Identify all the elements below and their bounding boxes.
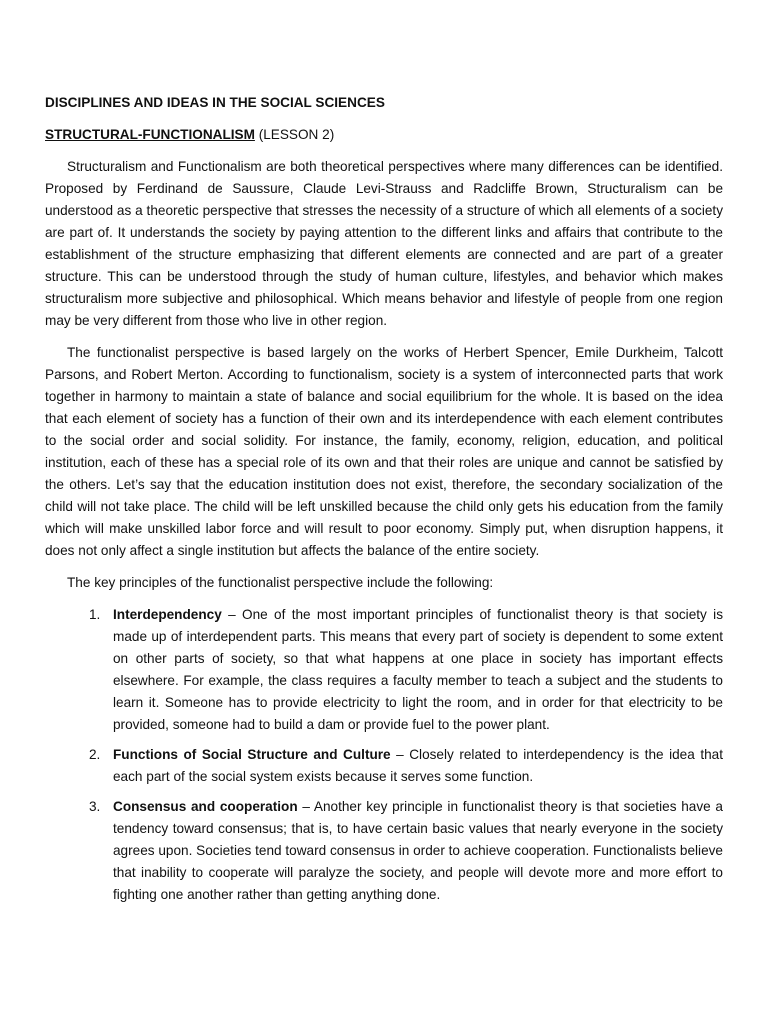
list-item-term: Functions of Social Structure and Culture	[113, 747, 391, 762]
list-item-number: 3.	[89, 799, 101, 814]
section-heading	[45, 124, 723, 146]
paragraph-structuralism: Structuralism and Functionalism are both theoretical perspectives where many differences can be identified. Proposed by Ferdinand de Saussure, Claude Levi-Strauss and Radcliffe Brown, Structuralism can be understood as a theoretic perspective that stresses the necessity of a structure of which all elements of a society are part of. It understands the society by paying attention to the different links and affairs that contribute to the establishment of the structure emphasizing that different elements are connected and are part of a greater structure. This can be understood through the study of human culture, lifestyles, and behavior which makes structuralism more subjective and philosophical. Which means behavior and lifestyle of people from one region may be very different from those who live in other region.	[45, 159, 723, 328]
list-item-text: – One of the most important principles of functionalist theory is that society is made up of interdependent parts. This means that every part of society is dependent to some extent on other parts of society, so that what happens at one place in society has important effects elsewhere. For example, the class requires a faculty member to teach a subject and the students to learn it. Someone has to provide electricity to light the room, and in order for that electricity to be provided, someone had to build a dam or provide fuel to the power plant.	[113, 607, 723, 732]
section-heading-lesson: (LESSON 2)	[254, 127, 335, 142]
principles-intro: The key principles of the functionalist perspective include the following:	[67, 575, 494, 590]
list-item-number: 2.	[89, 747, 101, 762]
list-item-term: Interdependency	[113, 607, 222, 622]
document-title: DISCIPLINES AND IDEAS IN THE SOCIAL SCIENCES	[45, 95, 385, 110]
list-item	[45, 744, 723, 788]
list-item-text: – Another key principle in functionalist theory is that societies have a tendency toward consensus; that is, to have certain basic values that nearly everyone in the society agrees upon. Societies tend toward consensus in order to achieve cooperation. Functionalists believe that inability to cooperate will paralyze the society, and people will devote more and more effort to fighting one another rather than getting anything done.	[113, 799, 723, 902]
principles-list	[45, 604, 723, 906]
list-item-text: – Closely related to interdependency is the idea that each part of the social system exists because it serves some function.	[113, 747, 723, 784]
list-item-term: Consensus and cooperation	[113, 799, 298, 814]
list-item	[45, 796, 723, 906]
list-item-number: 1.	[89, 607, 101, 622]
section-heading-main: STRUCTURAL-FUNCTIONALISM	[45, 127, 255, 142]
paragraph-functionalism: The functionalist perspective is based largely on the works of Herbert Spencer, Emile Durkheim, Talcott Parsons, and Robert Merton. According to functionalism, society is a system of interconnected parts that work together in harmony to maintain a state of balance and social equilibrium for the whole. It is based on the idea that each element of society has a function of their own and its interdependence with each element contributes to the social order and social solidity. For instance, the family, economy, religion, education, and political institution, each of these has a special role of its own and that their roles are unique and cannot be satisfied by the others. Let’s say that the education institution does not exist, therefore, the secondary socialization of the child will not take place. The child will be left unskilled because the child only gets his education from the family which will make unskilled labor force and will result to poor economy. Simply put, when disruption happens, it does not only affect a single institution but affects the balance of the entire society.	[45, 345, 723, 558]
list-item	[45, 604, 723, 736]
document-page	[45, 92, 723, 914]
